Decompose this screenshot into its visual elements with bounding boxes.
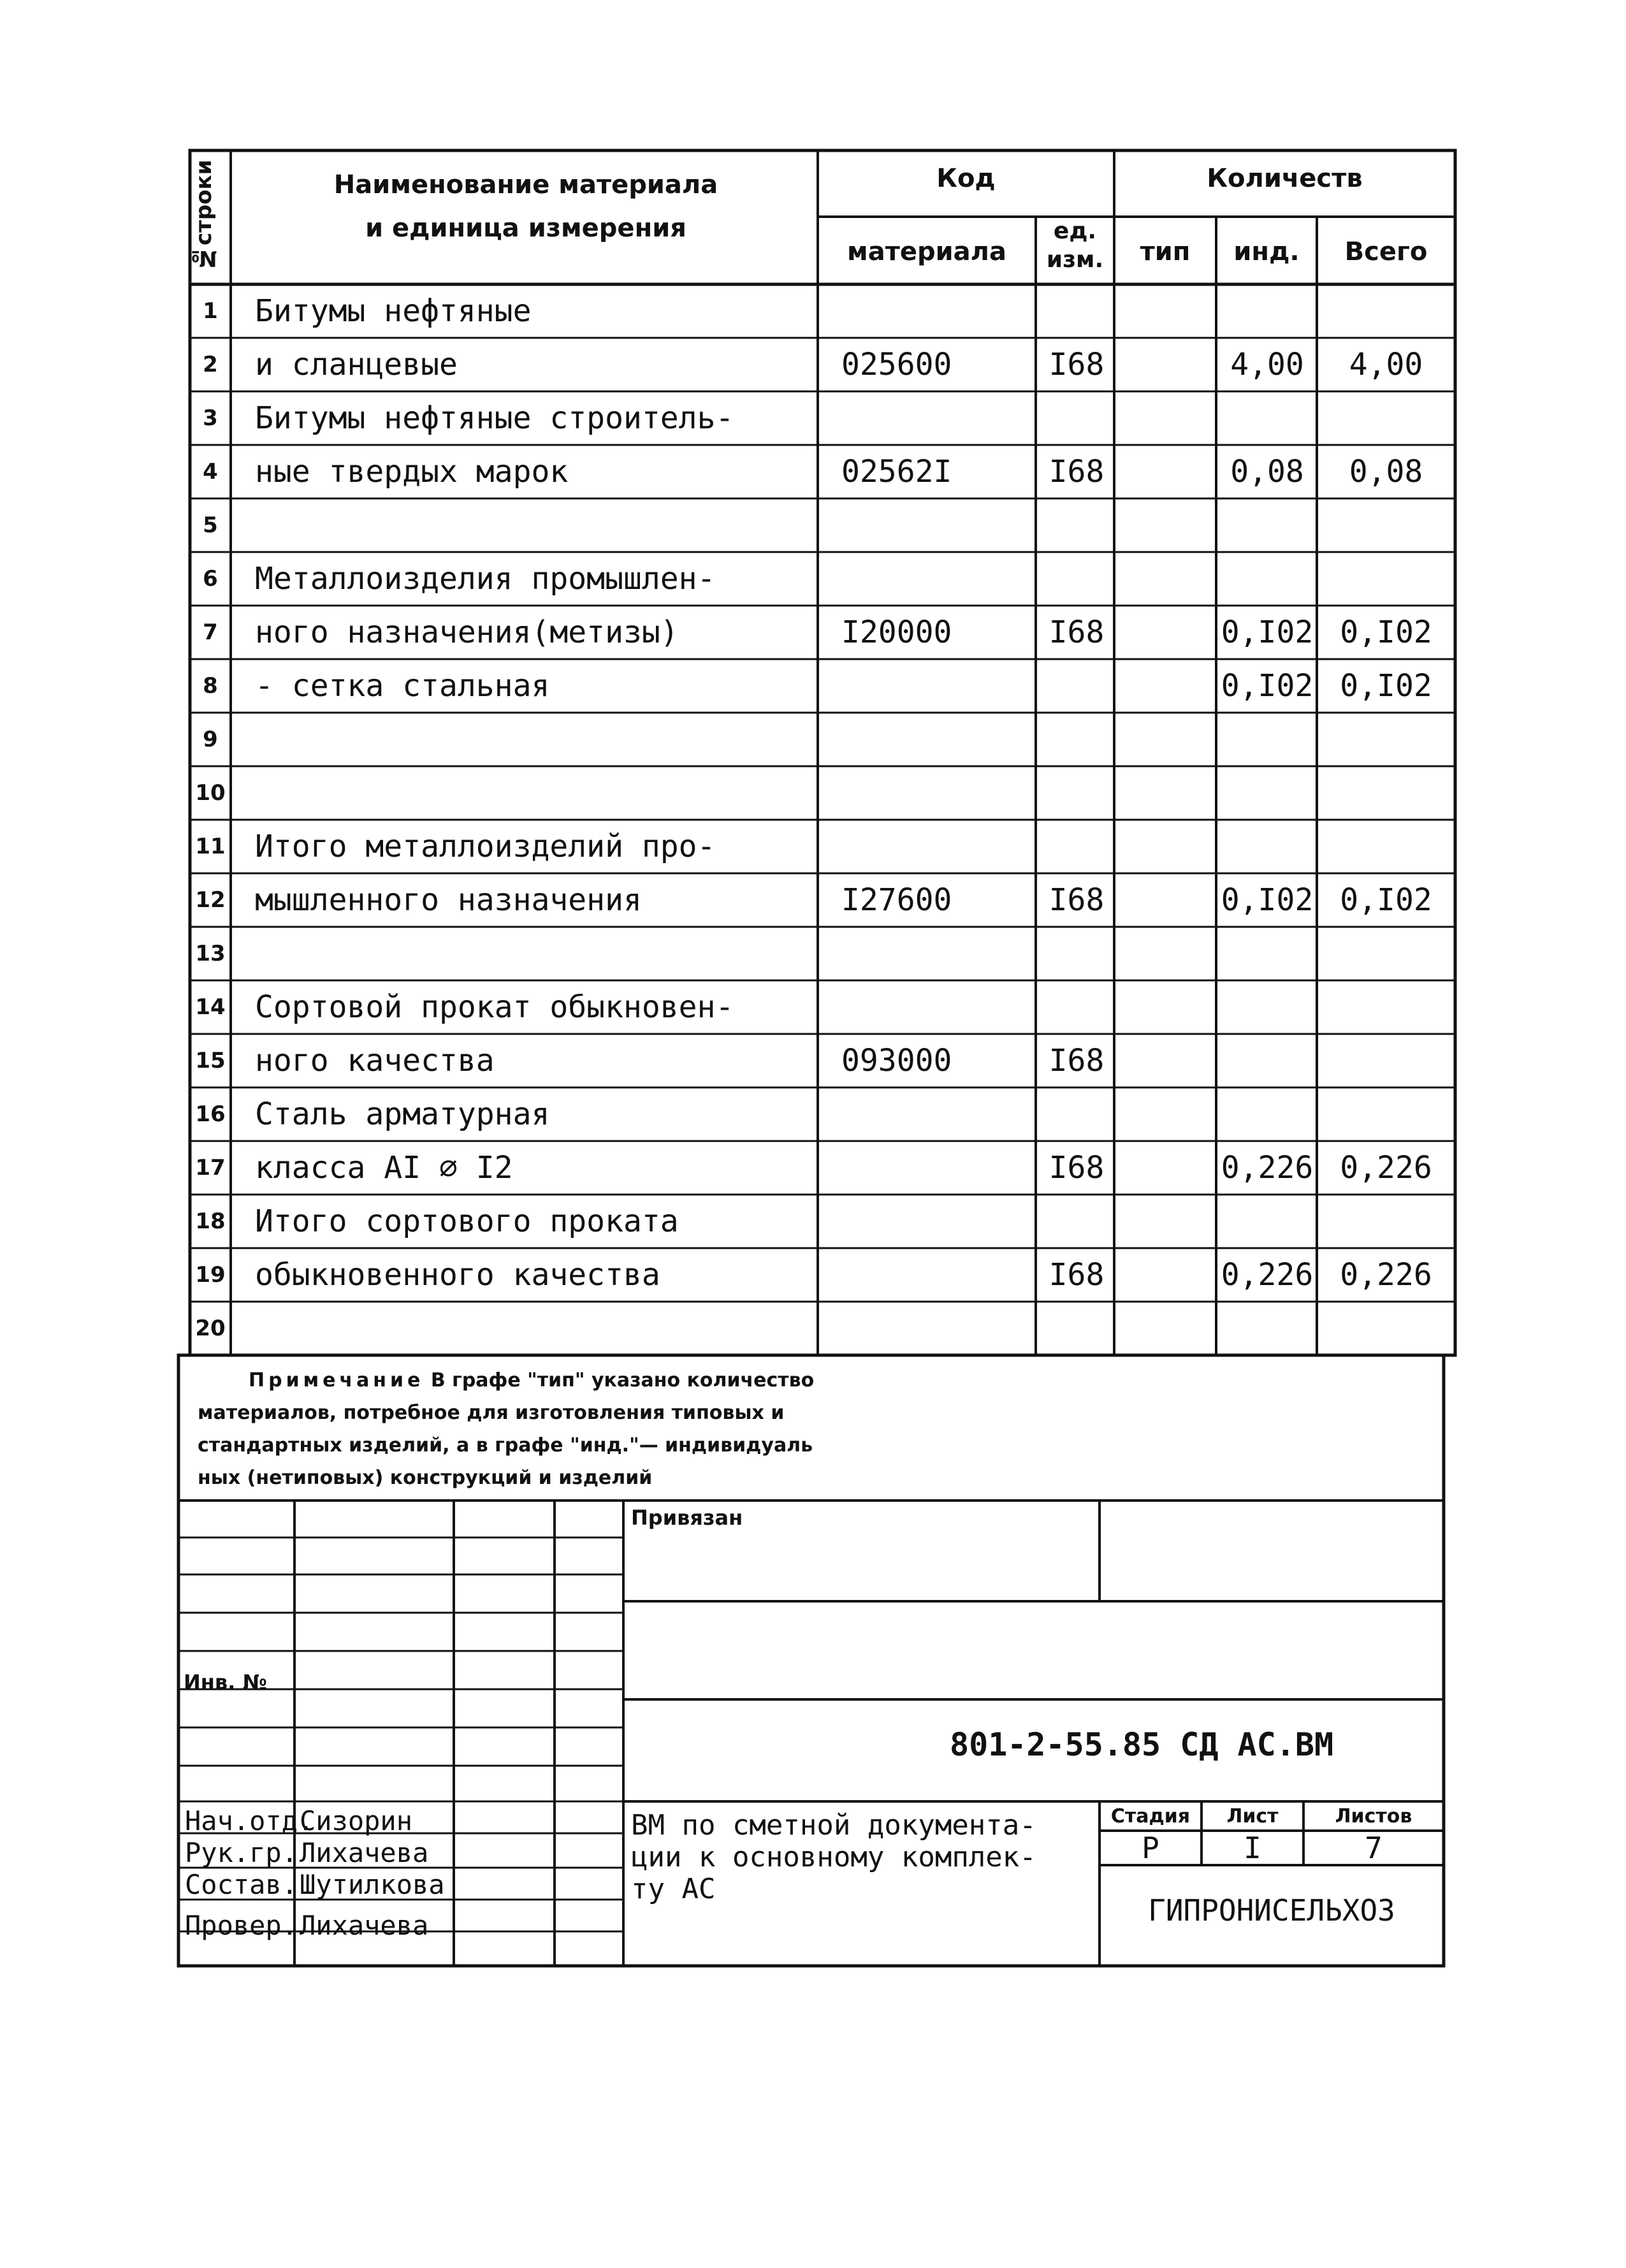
row-number: 10: [195, 780, 226, 806]
quantity-ind: 0,226: [1221, 1257, 1314, 1293]
unit-code: I68: [1049, 454, 1105, 490]
signature-name: Лихачева: [300, 1910, 429, 1941]
unit-code: I68: [1049, 882, 1105, 918]
quantity-total: 0,I02: [1340, 668, 1432, 704]
material-code: 093000: [841, 1043, 952, 1079]
quantity-total: 0,226: [1340, 1150, 1432, 1186]
unit-code: I68: [1049, 1257, 1105, 1293]
material-code-header: материала: [847, 237, 1006, 266]
signature-role: Рук.гр.: [185, 1837, 298, 1868]
note-line2: материалов, потребное для изготовления типовых и: [198, 1402, 785, 1424]
sheets-value: 7: [1365, 1831, 1383, 1865]
quantity-ind: 0,226: [1221, 1150, 1314, 1186]
row-number: 3: [203, 405, 218, 431]
material-name: мышленного назначения: [255, 882, 642, 918]
sheet-value: I: [1244, 1831, 1261, 1865]
stage-label: Стадия: [1110, 1805, 1191, 1828]
signature-role: Провер.: [185, 1910, 298, 1941]
sheet-label: Лист: [1226, 1805, 1279, 1828]
quantity-total: 4,00: [1349, 347, 1423, 382]
unit-code: I68: [1049, 1150, 1105, 1186]
title-line3: ту АС: [631, 1873, 716, 1905]
document-code: 801-2-55.85 СД АС.ВМ: [950, 1726, 1334, 1763]
signature-name: Сизорин: [300, 1805, 413, 1836]
row-number: 9: [203, 727, 218, 752]
signature-name: Шутилкова: [300, 1869, 445, 1900]
material-name: ные твердых марок: [255, 454, 569, 490]
material-name: класса АI ∅ I2: [255, 1150, 513, 1186]
quantity-ind: 0,I02: [1221, 668, 1314, 704]
row-number: 11: [195, 834, 226, 859]
row-number: 2: [203, 352, 218, 377]
material-name: ного качества: [255, 1043, 495, 1079]
signature-name: Лихачева: [300, 1837, 429, 1868]
material-code: 02562I: [841, 454, 952, 490]
material-code: I27600: [841, 882, 952, 918]
material-name: Сортовой прокат обыкновен-: [255, 989, 734, 1025]
note-label: Примечание: [249, 1369, 425, 1392]
material-name: Битумы нефтяные: [255, 293, 532, 329]
row-number: 17: [195, 1155, 226, 1181]
unit-code: I68: [1049, 1043, 1105, 1079]
quantity-total: 0,I02: [1340, 614, 1432, 650]
organization-name: ГИПРОНИСЕЛЬХОЗ: [1148, 1893, 1395, 1928]
material-name: Металлоизделия промышлен-: [255, 561, 716, 597]
note-line1: В графе "тип" указано количество: [424, 1369, 815, 1392]
row-number: 6: [203, 566, 218, 592]
material-code: 025600: [841, 347, 952, 382]
unit-header-line2: изм.: [1046, 247, 1104, 273]
name-header-line1: Наименование материала: [333, 170, 718, 200]
quantity-ind: 0,I02: [1221, 614, 1314, 650]
title-line1: ВМ по сметной документа-: [631, 1809, 1036, 1842]
material-code: I20000: [841, 614, 952, 650]
row-number: 14: [195, 994, 226, 1020]
material-name: Итого сортового проката: [255, 1203, 679, 1239]
row-number-header: №строки: [191, 159, 217, 271]
quantity-total: 0,226: [1340, 1257, 1432, 1293]
row-number: 13: [195, 941, 226, 966]
material-name: Битумы нефтяные строитель-: [255, 400, 734, 436]
privyazan-label: Привязан: [631, 1506, 743, 1530]
unit-code: I68: [1049, 347, 1105, 382]
stage-value: Р: [1142, 1831, 1159, 1865]
unit-code: I68: [1049, 614, 1105, 650]
row-number: 15: [195, 1048, 226, 1073]
note: [198, 1364, 924, 1494]
signature-role: Нач.отд.: [185, 1805, 314, 1836]
signature-role: Состав.: [185, 1869, 298, 1900]
note-line3: стандартных изделий, а в графе "инд."— индивидуаль: [198, 1434, 813, 1457]
total-header: Всего: [1344, 237, 1428, 266]
quantity-ind: 0,I02: [1221, 882, 1314, 918]
material-name: Сталь арматурная: [255, 1096, 550, 1132]
row-number: 19: [195, 1262, 226, 1288]
sheets-label: Листов: [1335, 1805, 1412, 1828]
row-number: 4: [203, 459, 218, 484]
row-number: 20: [195, 1316, 226, 1341]
row-number: 12: [195, 887, 226, 913]
material-name: обыкновенного качества: [255, 1257, 660, 1293]
row-number: 8: [203, 673, 218, 699]
row-number: 16: [195, 1101, 226, 1127]
unit-header-line1: ед.: [1053, 218, 1097, 244]
quantity-ind: 0,08: [1230, 454, 1304, 490]
note-line4: ных (нетиповых) конструкций и изделий: [198, 1467, 653, 1489]
row-number: 1: [203, 298, 218, 324]
name-header-line2: и единица измерения: [365, 214, 686, 243]
code-header: Код: [936, 164, 996, 193]
ind-header: инд.: [1233, 237, 1300, 266]
quantity-total: 0,I02: [1340, 882, 1432, 918]
inventory-number-label: Инв. №: [184, 1670, 267, 1694]
quantity-header: Количеств: [1207, 164, 1363, 193]
quantity-ind: 4,00: [1230, 347, 1304, 382]
row-number: 7: [203, 620, 218, 645]
material-name: и сланцевые: [255, 347, 458, 382]
title-line2: ции к основному комплек-: [631, 1841, 1036, 1873]
material-name: ного назначения(метизы): [255, 614, 679, 650]
row-number: 18: [195, 1209, 226, 1234]
material-name: Итого металлоизделий про-: [255, 829, 716, 864]
material-name: - сетка стальная: [255, 668, 550, 704]
quantity-total: 0,08: [1349, 454, 1423, 490]
type-header: тип: [1140, 237, 1191, 266]
row-number: 5: [203, 512, 218, 538]
